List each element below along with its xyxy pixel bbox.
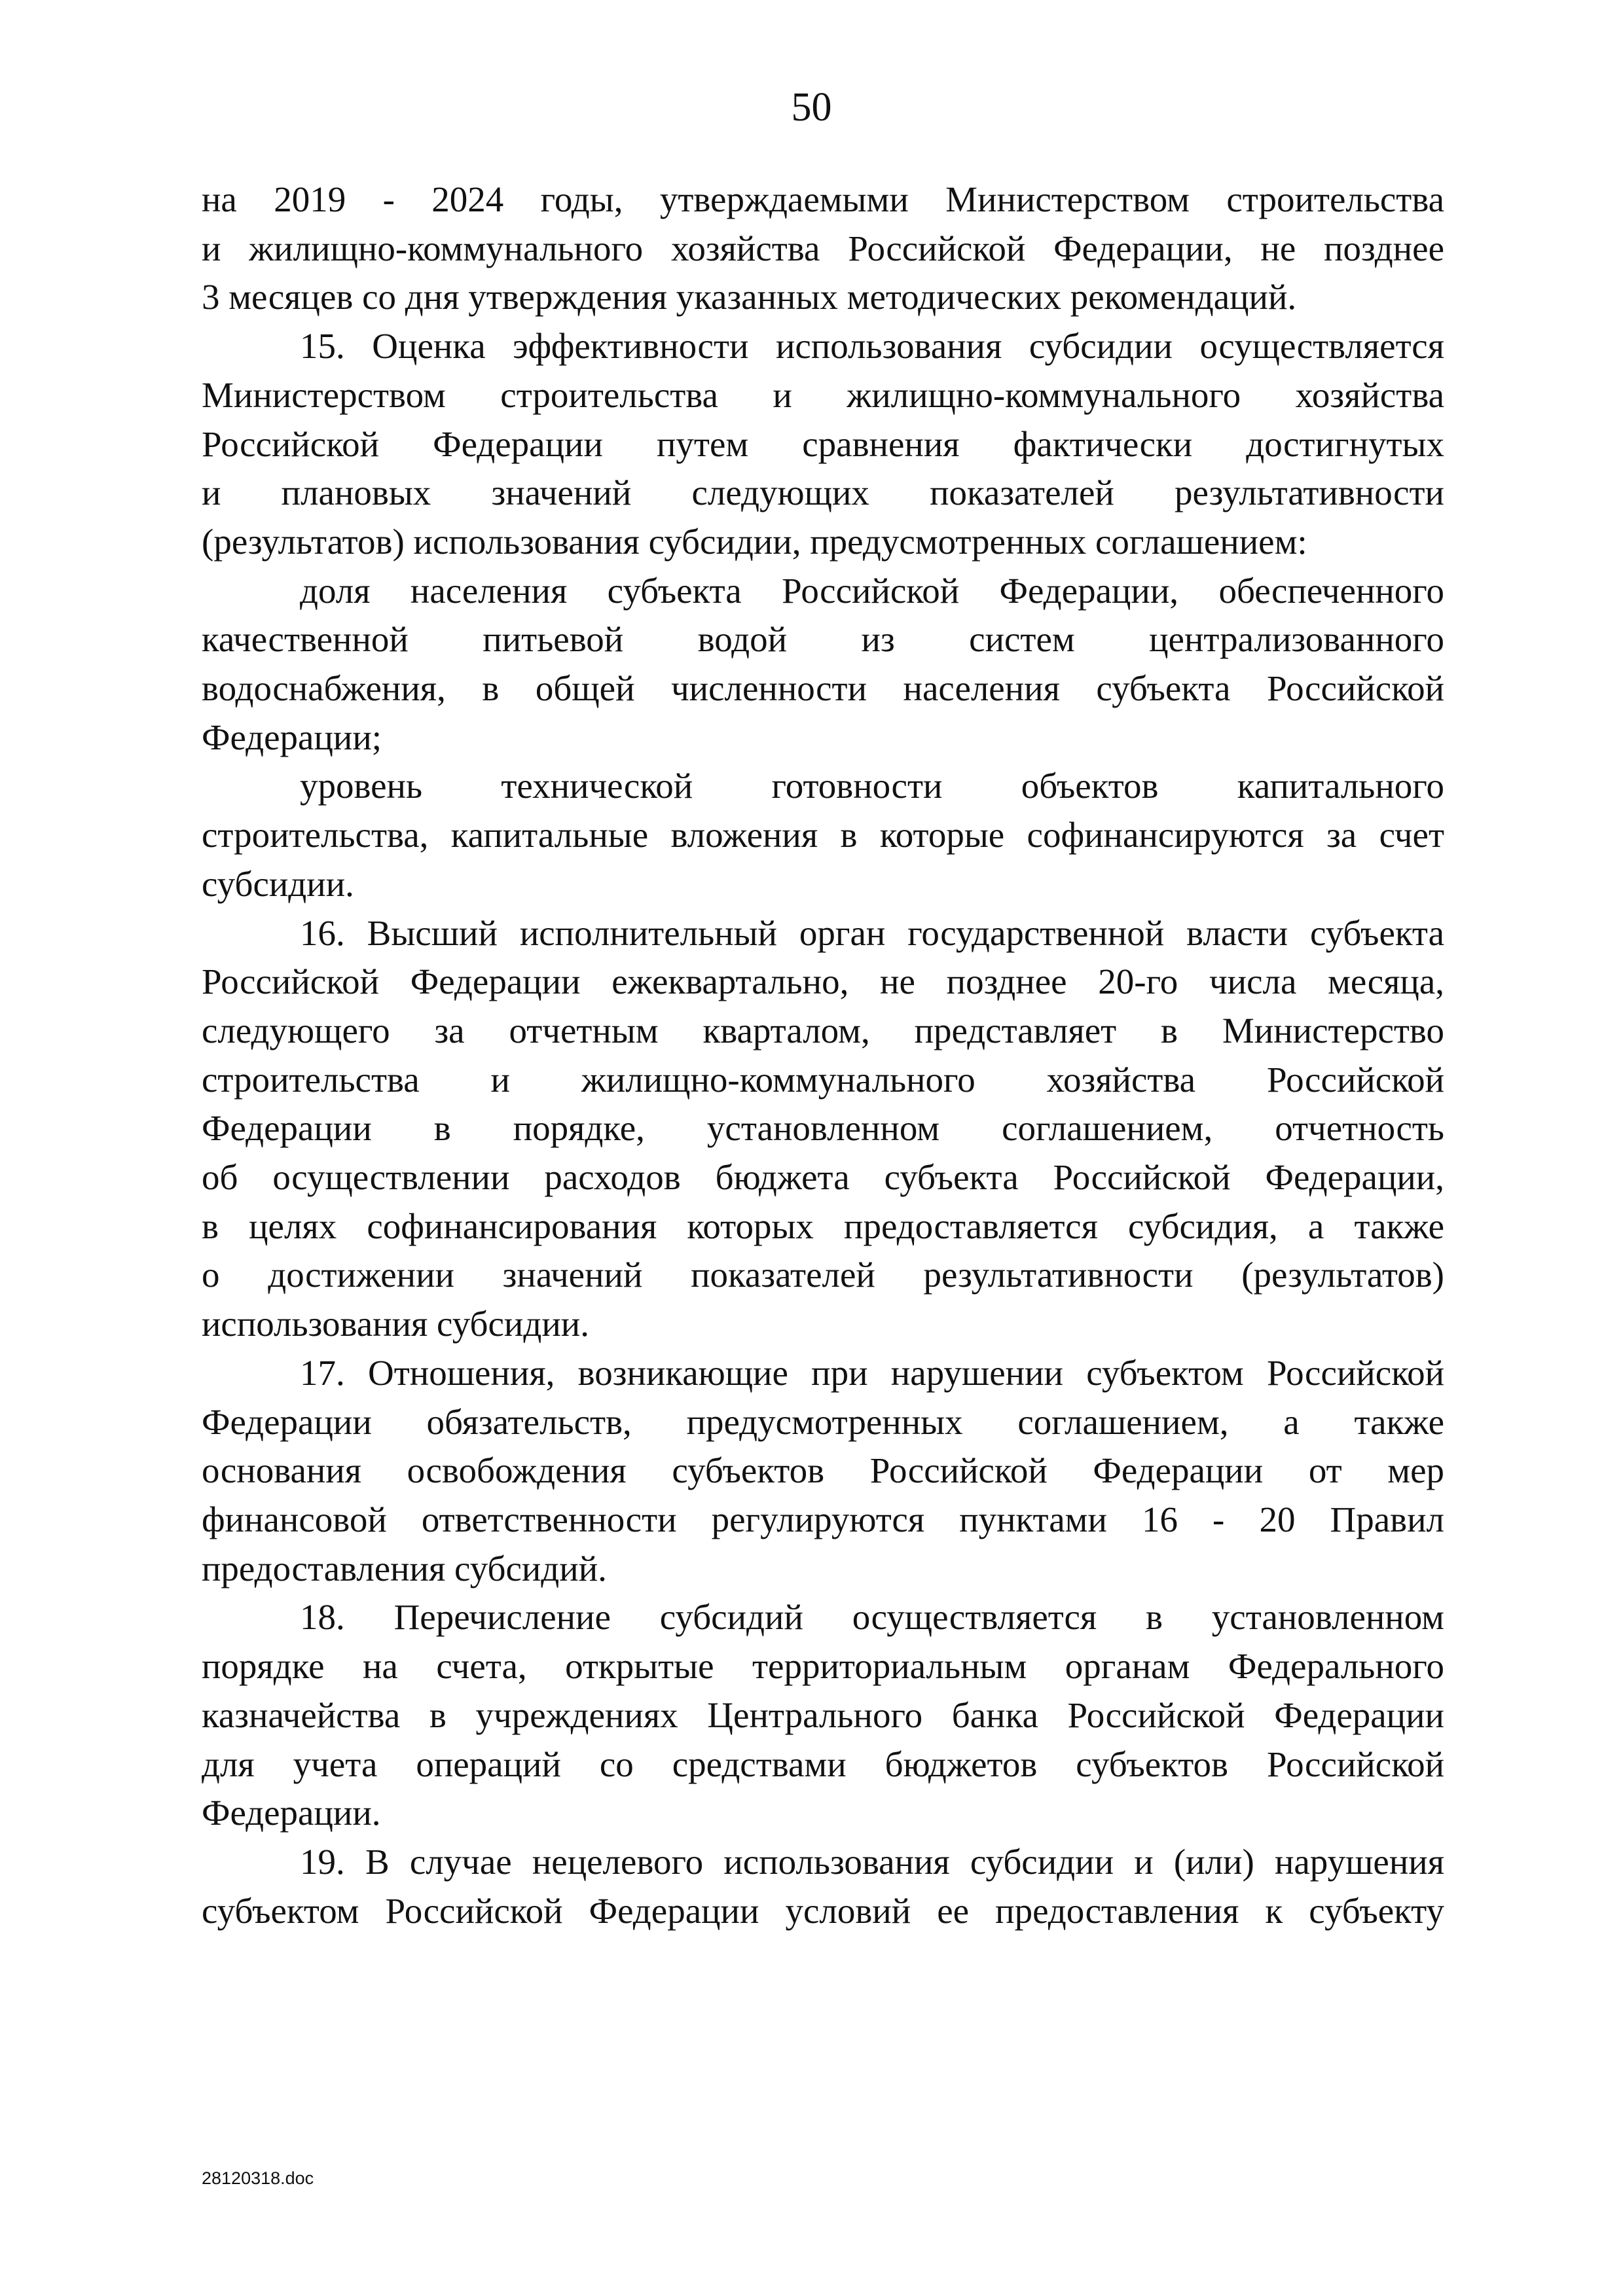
text-line: предоставления субсидий. bbox=[202, 1548, 607, 1588]
text-line: 15. Оценка эффективности использования субсидии осуществляется bbox=[300, 326, 1444, 367]
document-file-code: 28120318.doc bbox=[202, 2168, 314, 2188]
text-line: казначейства в учреждениях Центрального банка Российской Федерации bbox=[202, 1695, 1444, 1735]
text-line: 16. Высший исполнительный орган государственной власти субъекта bbox=[300, 912, 1444, 953]
text-line: об осуществлении расходов бюджета субъекта Российской Федерации, bbox=[202, 1157, 1444, 1198]
text-line: и жилищно-коммунального хозяйства Российской Федерации, не позднее bbox=[202, 228, 1444, 268]
text-line: Министерством строительства и жилищно-коммунального хозяйства bbox=[202, 374, 1444, 415]
text-line: основания освобождения субъектов Российской Федерации от мер bbox=[202, 1450, 1444, 1491]
text-line: для учета операций со средствами бюджетов субъектов Российской bbox=[202, 1744, 1444, 1784]
page-number: 50 bbox=[791, 85, 832, 130]
text-line: 17. Отношения, возникающие при нарушении субъектом Российской bbox=[300, 1352, 1444, 1393]
text-line: 18. Перечисление субсидий осуществляется в установленном bbox=[300, 1597, 1444, 1638]
text-line: Федерации в порядке, установленном соглашением, отчетность bbox=[202, 1108, 1444, 1149]
text-line: следующего за отчетным кварталом, представляет в Министерство bbox=[202, 1010, 1444, 1050]
text-line: Российской Федерации путем сравнения фактически достигнутых bbox=[202, 423, 1444, 464]
text-line: строительства и жилищно-коммунального хозяйства Российской bbox=[202, 1059, 1444, 1100]
text-line: Федерации обязательств, предусмотренных соглашением, а также bbox=[202, 1401, 1444, 1442]
text-line: водоснабжения, в общей численности населения субъекта Российской bbox=[202, 668, 1444, 709]
text-line: Федерации; bbox=[202, 717, 382, 757]
text-line: субсидии. bbox=[202, 863, 354, 904]
text-line: Федерации. bbox=[202, 1793, 381, 1833]
text-line: на 2019 - 2024 годы, утверждаемыми Министерством строительства bbox=[202, 179, 1444, 219]
text-line: финансовой ответственности регулируются пунктами 16 - 20 Правил bbox=[202, 1499, 1444, 1539]
document-body bbox=[202, 175, 1444, 1935]
text-line: (результатов) использования субсидии, предусмотренных соглашением: bbox=[202, 521, 1307, 562]
text-line: и плановых значений следующих показателей результативности bbox=[202, 473, 1444, 513]
text-line: использования субсидии. bbox=[202, 1304, 589, 1344]
text-line: Российской Федерации ежеквартально, не позднее 20-го числа месяца, bbox=[202, 961, 1444, 1002]
text-line: 19. В случае нецелевого использования субсидии и (или) нарушения bbox=[300, 1841, 1444, 1882]
text-line: строительства, капитальные вложения в которые софинансируются за счет bbox=[202, 815, 1444, 855]
text-line: субъектом Российской Федерации условий ее предоставления к субъекту bbox=[202, 1890, 1444, 1931]
text-line: уровень технической готовности объектов капитального bbox=[300, 766, 1444, 806]
text-line: качественной питьевой водой из систем централизованного bbox=[202, 619, 1444, 660]
text-line: о достижении значений показателей результативности (результатов) bbox=[202, 1255, 1444, 1295]
text-line: порядке на счета, открытые территориальным органам Федерального bbox=[202, 1646, 1444, 1687]
text-line: 3 месяцев со дня утверждения указанных методических рекомендаций. bbox=[202, 277, 1297, 317]
text-line: в целях софинансирования которых предоставляется субсидия, а также bbox=[202, 1206, 1444, 1246]
text-line: доля населения субъекта Российской Федерации, обеспеченного bbox=[300, 570, 1444, 611]
